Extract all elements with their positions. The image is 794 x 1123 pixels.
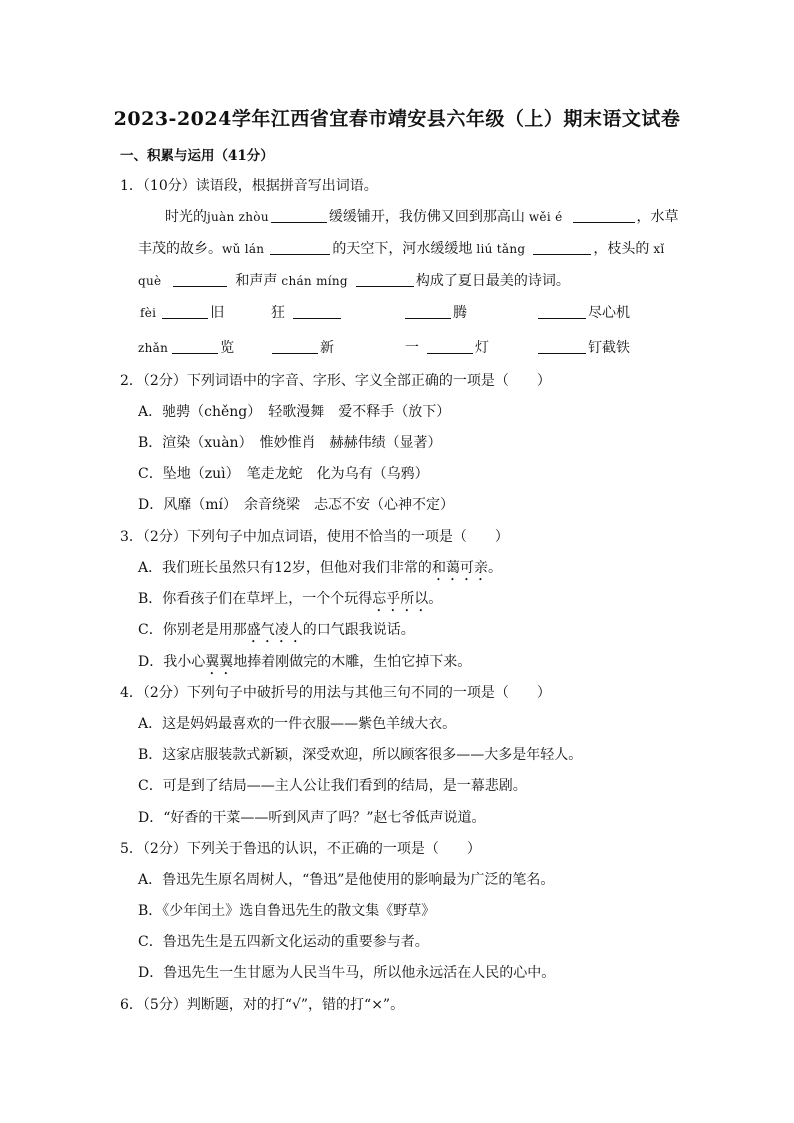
answer-blank[interactable] [573,208,635,223]
text: 缓缓铺开，我仿佛又回到那高山 [328,209,525,225]
text: 和声声 [235,273,278,289]
text: C．你别老是用那 [138,622,247,638]
text: 的口气跟我说话。 [302,622,415,638]
answer-blank[interactable] [271,208,327,223]
pinyin: juàn zhòu [207,210,269,224]
text: B．你看孩子们在草坪上，一个个玩得 [138,591,373,607]
question-3-stem: 3．（2分）下列句子中加点词语，使用不恰当的一项是（ ） [120,529,509,545]
answer-blank[interactable] [538,339,586,354]
q1-paragraph-line-3 [138,272,570,290]
answer-blank[interactable] [293,304,341,319]
text: A．我们班长虽然只有12岁，但他对我们非常的 [138,560,432,576]
word-fill-3 [405,304,467,322]
q5-option-a[interactable]: A．鲁迅先生原名周树人，“鲁迅”是他使用的影响最为广泛的笔名。 [138,872,555,888]
text: 。 [487,560,502,576]
text: ，水草 [636,209,679,225]
q5-option-b[interactable]: B．《少年闰土》选自鲁迅先生的散文集《野草》 [138,903,436,919]
word-fill-2 [271,304,341,322]
exam-title: 2023-2024学年江西省宜春市靖安县六年级（上）期末语文试卷 [113,108,681,130]
word-char: 腾 [453,305,467,321]
word-fill-6 [272,339,334,357]
word-char: 狂 [271,305,285,321]
text: 的天空下，河水缓缓地 [332,241,473,257]
q3-option-b[interactable] [138,590,442,615]
question-2-stem: 2．（2分）下列词语中的字音、字形、字义全部正确的一项是（ ） [120,373,551,389]
word-char: 灯 [475,340,489,356]
pinyin: zhǎn [138,341,169,355]
q2-option-b[interactable]: B．渲染（xuàn） 惟妙惟肖 赫赫伟绩（显著） [138,435,442,451]
dotted-word: 忘乎所以 [372,591,429,607]
answer-blank[interactable] [538,304,586,319]
dotted-word: 盛气凌人 [246,622,303,638]
q4-option-d[interactable]: D．“好香的干菜——听到风声了吗？”赵七爷低声说道。 [138,810,486,826]
word-fill-7 [405,339,489,357]
q4-option-b[interactable]: B．这家店服装款式新颖，深受欢迎，所以顾客很多——大多是年轻人。 [138,747,583,763]
q1-paragraph-line-1 [165,208,679,226]
word-char: 旧 [210,305,225,321]
word-fill-4 [538,304,630,322]
answer-blank[interactable] [270,240,330,255]
word-fill-8 [538,339,630,357]
answer-blank[interactable] [405,304,451,319]
q1-paragraph-line-2 [138,240,665,258]
q3-option-d[interactable] [138,653,471,678]
question-6-stem: 6．（5分）判断题，对的打“√”，错的打“×”。 [120,997,405,1013]
pinyin: wǔ lán [222,242,265,256]
text: 时光的 [165,209,207,225]
answer-blank[interactable] [533,240,591,255]
q5-option-c[interactable]: C．鲁迅先生是五四新文化运动的重要参与者。 [138,934,429,950]
text: 地捧着刚做完的木雕，生怕它掉下来。 [233,654,472,670]
question-5-stem: 5．（2分）下列关于鲁迅的认识，不正确的一项是（ ） [120,841,481,857]
text: 。 [428,591,443,607]
word-char: 新 [320,340,334,356]
q3-option-a[interactable] [138,559,502,584]
question-1-stem: 1．（10分）读语段，根据拼音写出词语。 [120,178,378,194]
answer-blank[interactable] [172,339,218,354]
word-fill-5 [138,339,234,357]
word-char: 尽心机 [588,305,630,321]
dotted-word: 和蔼可亲 [431,560,488,576]
word-char: 钉截铁 [588,340,630,356]
answer-blank[interactable] [162,304,208,319]
answer-blank[interactable] [272,339,318,354]
q2-option-a[interactable]: A．驰骋（chěng） 轻歌漫舞 爱不释手（放下） [138,404,451,420]
q4-option-a[interactable]: A．这是妈妈最喜欢的一件衣服——紫色羊绒大衣。 [138,716,457,732]
pinyin: xǐ [653,242,665,256]
word-char: 览 [220,340,235,356]
answer-blank[interactable] [427,339,473,354]
question-4-stem: 4．（2分）下列句子中破折号的用法与其他三句不同的一项是（ ） [120,685,551,701]
q2-option-c[interactable]: C．坠地（zuì） 笔走龙蛇 化为乌有（乌鸦） [138,466,429,482]
q5-option-d[interactable]: D．鲁迅先生一生甘愿为人民当牛马，所以他永远活在人民的心中。 [138,965,556,981]
q2-option-d[interactable]: D．风靡（mí） 余音绕梁 忐忑不安（心神不定） [138,497,454,513]
word-fill-1 [140,304,224,322]
pinyin: wěi é [528,210,563,224]
pinyin: chán míng [281,274,348,288]
word-char: 一 [405,340,419,356]
answer-blank[interactable] [356,272,414,287]
q3-option-c[interactable] [138,621,415,646]
pinyin: què [138,274,162,288]
pinyin: fèi [140,306,157,320]
section-heading: 一、积累与运用（41分） [120,148,274,164]
text: 丰茂的故乡。 [138,241,222,257]
text: 构成了夏日最美的诗词。 [415,273,570,289]
pinyin: liú tǎng [476,242,526,256]
answer-blank[interactable] [173,272,227,287]
dotted-word: 翼翼 [205,654,234,670]
text: D．我小心 [138,654,206,670]
q4-option-c[interactable]: C．可是到了结局——主人公让我们看到的结局，是一幕悲剧。 [138,778,527,794]
text: ，枝头的 [593,241,650,257]
